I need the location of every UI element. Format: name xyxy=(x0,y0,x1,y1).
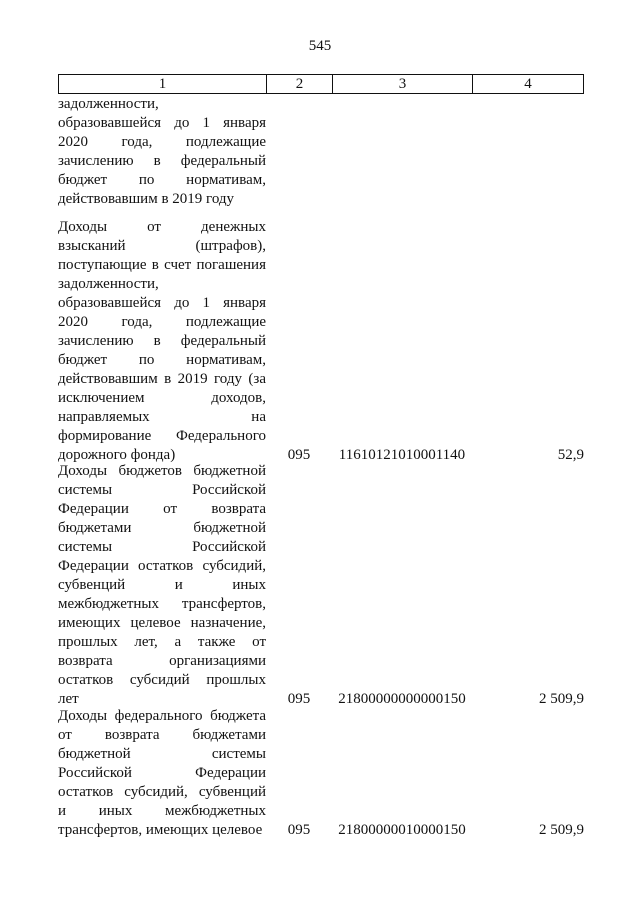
amount-value: 52,9 xyxy=(557,447,584,463)
description-line: 2020 года, подлежащие xyxy=(58,314,266,330)
description-line: системы Российской xyxy=(58,482,266,498)
budget-code: 095 xyxy=(287,822,311,838)
table-header-row xyxy=(58,74,584,94)
page-number: 545 xyxy=(308,38,332,54)
description-line: зачислению в федеральный xyxy=(58,153,266,169)
row-description xyxy=(58,462,266,709)
description-line: образовавшейся до 1 января xyxy=(58,115,266,131)
description-line: остатков субсидий, субвенций xyxy=(58,784,266,800)
description-line: направляемых на xyxy=(58,409,266,425)
classification-code: 21800000000000150 xyxy=(338,691,466,707)
description-line: возврата организациями xyxy=(58,653,266,669)
description-line: 2020 года, подлежащие xyxy=(58,134,266,150)
description-line: образовавшейся до 1 января xyxy=(58,295,266,311)
budget-code: 095 xyxy=(287,691,311,707)
description-line: формирование Федерального xyxy=(58,428,266,444)
description-line: задолженности, xyxy=(58,276,159,292)
description-line: дорожного фонда) xyxy=(58,447,176,463)
description-line: бюджетной системы xyxy=(58,746,266,762)
description-line: задолженности, xyxy=(58,96,159,112)
budget-code: 095 xyxy=(287,447,311,463)
description-line: действовавшим в 2019 году (за xyxy=(58,371,266,387)
description-line: межбюджетных трансфертов, xyxy=(58,596,266,612)
description-line: Доходы бюджетов бюджетной xyxy=(58,463,266,479)
description-line: и иных межбюджетных xyxy=(58,803,266,819)
row-description xyxy=(58,707,266,840)
description-line: Доходы от денежных xyxy=(58,219,266,235)
row-description xyxy=(58,218,266,465)
description-line: Доходы федерального бюджета xyxy=(58,708,266,724)
amount-value: 2 509,9 xyxy=(539,691,584,707)
description-line: действовавшим в 2019 году xyxy=(58,191,235,207)
description-line: имеющих целевое назначение, xyxy=(58,615,266,631)
description-line: прошлых лет, а также от xyxy=(58,634,266,650)
description-line: субвенций и иных xyxy=(58,577,266,593)
description-line: Федерации остатков субсидий, xyxy=(58,558,266,574)
description-line: взысканий (штрафов), xyxy=(58,238,266,254)
description-line: Российской Федерации xyxy=(58,765,266,781)
description-line: системы Российской xyxy=(58,539,266,555)
header-col-2: 2 xyxy=(267,75,333,93)
header-col-4: 4 xyxy=(524,76,532,92)
description-line: бюджет по нормативам, xyxy=(58,352,266,368)
description-line: бюджетами бюджетной xyxy=(58,520,266,536)
description-line: бюджет по нормативам, xyxy=(58,172,266,188)
classification-code: 21800000010000150 xyxy=(338,822,466,838)
description-line: лет xyxy=(58,691,79,707)
description-line: от возврата бюджетами xyxy=(58,727,266,743)
row-description xyxy=(58,95,266,209)
description-line: остатков субсидий прошлых xyxy=(58,672,266,688)
description-line: трансфертов, имеющих целевое xyxy=(58,822,263,838)
classification-code: 11610121010001140 xyxy=(338,447,466,463)
description-line: зачислению в федеральный xyxy=(58,333,266,349)
amount-value: 2 509,9 xyxy=(539,822,584,838)
header-col-3: 3 xyxy=(333,75,473,93)
header-col-1: 1 xyxy=(59,75,267,93)
description-line: исключением доходов, xyxy=(58,390,266,406)
description-line: Федерации от возврата xyxy=(58,501,266,517)
description-line: поступающие в счет погашения xyxy=(58,257,266,273)
